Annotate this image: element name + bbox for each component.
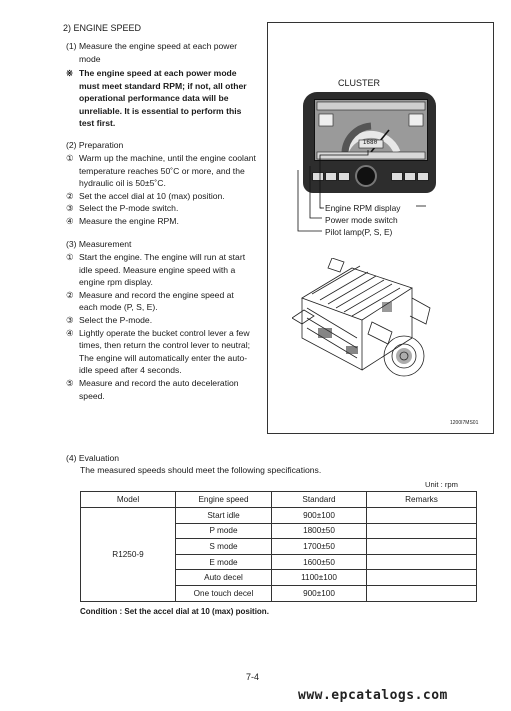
item-number: ③ [66, 314, 74, 325]
standard-cell: 1700±50 [272, 539, 367, 555]
item-text: Measure the engine RPM. [79, 215, 179, 226]
page-number: 7-4 [246, 672, 260, 682]
item-number: ④ [66, 215, 74, 226]
section-title: 2) ENGINE SPEED [63, 23, 142, 33]
item-text: Set the accel dial at 10 (max) position. [79, 190, 225, 201]
step-1-number: (1) [66, 41, 77, 51]
figure-title: CLUSTER [338, 78, 381, 88]
header-remarks: Remarks [367, 492, 477, 508]
callout-power-mode-switch: Power mode switch [325, 215, 398, 225]
standard-cell: 900±100 [272, 585, 367, 601]
item-number: ⑤ [66, 377, 74, 388]
item-number: ③ [66, 203, 74, 214]
callout-labels [325, 202, 400, 238]
item-text: Select the P-mode. [79, 314, 153, 325]
measurement-item [66, 289, 250, 314]
note-mark: ※ [66, 68, 74, 78]
callout-engine-rpm-display: Engine RPM display [325, 203, 401, 213]
preparation-item [66, 202, 258, 215]
speed-cell: E mode [176, 554, 272, 570]
rpm-readout: 1680 [362, 139, 378, 146]
item-text: Warm up the machine, until the engine coolant temperature reaches 50˚C or more, and the hydraulic oil is 50±5˚C. [79, 153, 256, 189]
measurement-item [66, 377, 250, 402]
measurement-item [66, 327, 250, 377]
step-1-text: Measure the engine speed at each power mode [79, 41, 238, 64]
item-number: ① [66, 252, 74, 262]
step-1 [66, 40, 258, 65]
speed-cell: One touch decel [176, 585, 272, 601]
unit-label: Unit : rpm [425, 480, 458, 489]
remarks-cell [367, 570, 477, 586]
item-text: Measure and record the auto deceleration speed. [79, 377, 239, 401]
callout-pilot-lamp: Pilot lamp(P, S, E) [325, 227, 393, 237]
standard-cell: 1100±100 [272, 570, 367, 586]
remarks-cell [367, 539, 477, 555]
condition-note: Condition : Set the accel dial at 10 (max) position. [80, 607, 269, 616]
standard-cell: 1800±50 [272, 523, 367, 539]
speed-cell: P mode [176, 523, 272, 539]
model-cell: R1250-9 [81, 508, 176, 602]
item-number: ① [66, 153, 74, 163]
note-text: The engine speed at each power mode must meet standard RPM; if not, all other operational performance data will be unreliable. It is essential to perform this test first. [79, 68, 247, 129]
preparation-list [66, 152, 258, 228]
preparation-item [66, 190, 258, 203]
table-header-row [81, 492, 477, 508]
table-row [81, 508, 477, 524]
preparation-item [66, 215, 258, 228]
item-number: ② [66, 289, 74, 300]
remarks-cell [367, 585, 477, 601]
standard-cell: 900±100 [272, 508, 367, 524]
measurement-heading: (3) Measurement [66, 239, 132, 249]
figure-code: 1200I7MS01 [450, 420, 479, 426]
spec-table [80, 491, 477, 602]
header-engine-speed: Engine speed [176, 492, 272, 508]
evaluation-heading: (4) Evaluation [66, 453, 120, 463]
measurement-item [66, 314, 250, 327]
item-number: ② [66, 190, 74, 201]
item-text: Measure and record the engine speed at each mode (P, S, E). [79, 289, 234, 313]
item-number: ④ [66, 327, 74, 338]
measurement-item [66, 251, 250, 289]
preparation-item [66, 152, 258, 190]
header-model: Model [81, 492, 176, 508]
item-text: Select the P-mode switch. [79, 203, 179, 214]
item-text: Lightly operate the bucket control lever a few times, then return the control lever to neutral; The engine will automatically enter the auto-idle speed after 4 seconds. [79, 327, 251, 376]
item-text: Start the engine. The engine will run at start idle speed. Measure engine speed with a engine rpm display. [79, 252, 246, 288]
remarks-cell [367, 554, 477, 570]
measurement-list [66, 251, 250, 402]
engine-illustration [292, 258, 442, 388]
watermark: www.epcatalogs.com [298, 688, 448, 703]
header-standard: Standard [272, 492, 367, 508]
speed-cell: S mode [176, 539, 272, 555]
speed-cell: Auto decel [176, 570, 272, 586]
preparation-heading: (2) Preparation [66, 140, 124, 150]
note [66, 67, 256, 130]
evaluation-text: The measured speeds should meet the following specifications. [80, 465, 322, 475]
remarks-cell [367, 523, 477, 539]
speed-cell: Start idle [176, 508, 272, 524]
remarks-cell [367, 508, 477, 524]
standard-cell: 1600±50 [272, 554, 367, 570]
